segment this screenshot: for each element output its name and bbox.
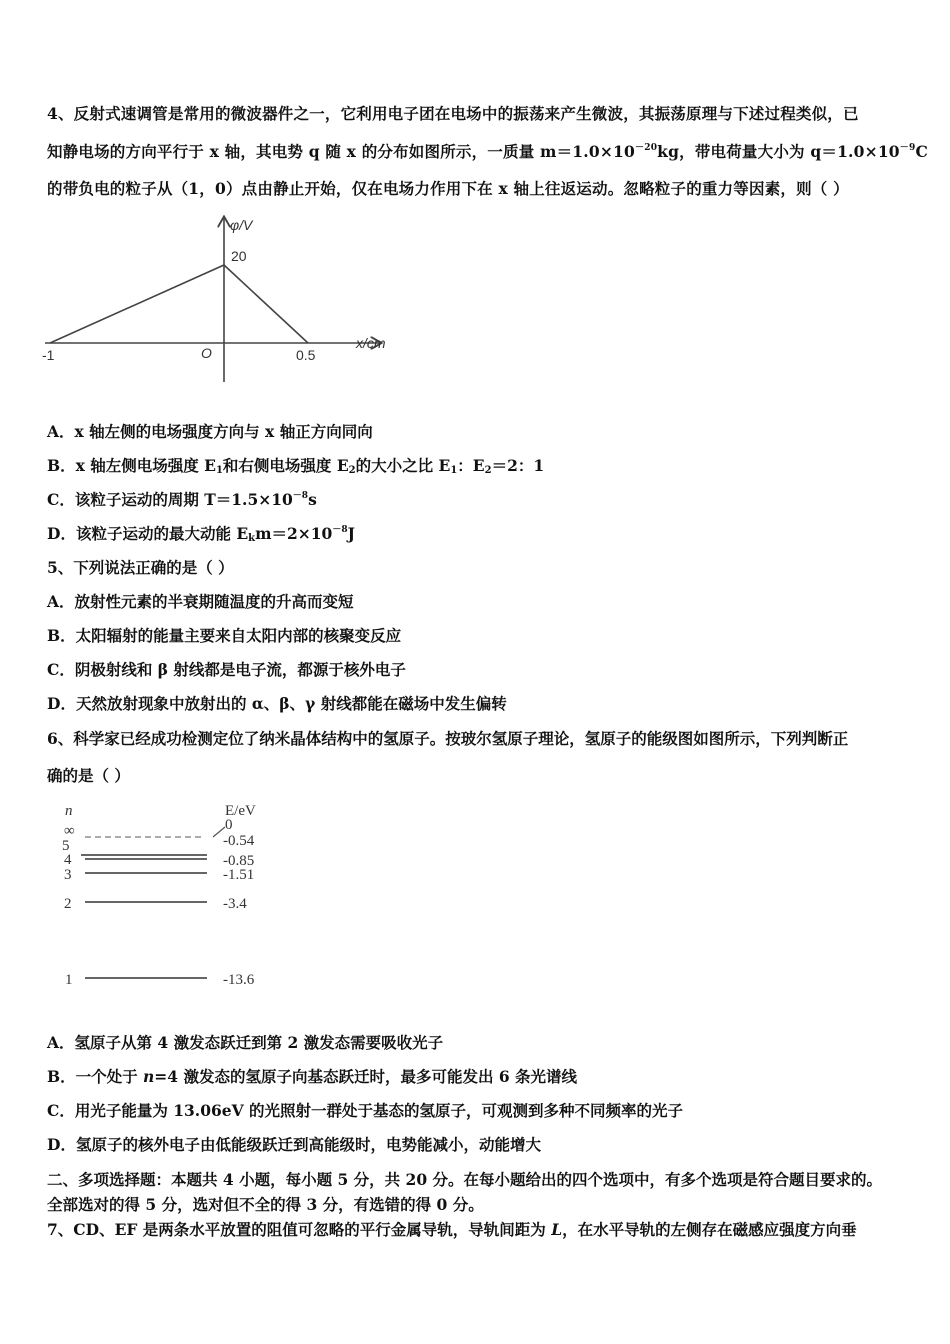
q6-option-d: D．氢原子的核外电子由低能级跃迁到高能级时，电势能减小，动能增大 [47, 1135, 541, 1154]
level-e-2: -3.4 [223, 896, 247, 912]
q4-option-a: A．x 轴左侧的电场强度方向与 x 轴正方向同向 [47, 422, 373, 441]
level-e-3: -1.51 [223, 867, 255, 883]
origin-label: O [201, 345, 212, 361]
q4-option-c: C．该粒子运动的周期 $T=1.5\times 10^{-8}s$ [47, 490, 317, 509]
n-axis-label: n [65, 803, 73, 819]
left-tick-label: -1 [42, 347, 55, 363]
level-n-1: 1 [65, 972, 73, 988]
q6-option-a: A．氢原子从第 4 激发态跃迁到第 2 激发态需要吸收光子 [47, 1033, 444, 1052]
level-n-inf: ∞ [64, 823, 75, 839]
level-n-2: 2 [64, 896, 72, 912]
section2-heading-line2: 全部选对的得 5 分，选对但不全的得 3 分，有选错的得 0 分。 [47, 1195, 484, 1214]
section2-heading-line1: 二、多项选择题：本题共 4 小题，每小题 5 分，共 20 分。在每小题给出的四个选项中，有多个选项是符合题目要求的。 [47, 1170, 883, 1189]
q5-option-a: A．放射性元素的半衰期随温度的升高而变短 [47, 592, 354, 611]
level-n-3: 3 [64, 867, 72, 883]
q4-option-b: B．x 轴左侧电场强度 $E_1$和右侧电场强度 $E_2$的大小之比 $E_1$：$E_2=2$：1 [47, 456, 545, 476]
q6-stem-line2: 确的是（ ） [47, 766, 130, 785]
x-axis-label: x/cm [356, 335, 386, 351]
q7-stem-line1: 7、CD、EF 是两条水平放置的阻值可忽略的平行金属导轨，导轨间距为 L，在水平导轨的左侧存在磁感应强度方向垂 [47, 1220, 857, 1239]
level-e-4: -0.85 [223, 853, 255, 869]
q4-stem-line3: 的带负电的粒子从（1，0）点由静止开始，仅在电场力作用下在 x 轴上往返运动。忽略粒子的重力等因素，则（ ） [47, 179, 849, 198]
level-n-5: 5 [62, 838, 70, 854]
energy-level-diagram [55, 795, 285, 995]
potential-curve [50, 265, 308, 343]
q5-option-b: B．太阳辐射的能量主要来自太阳内部的核聚变反应 [47, 626, 402, 645]
q4-option-d: D．该粒子运动的最大动能 $E_km=2\times 10^{-8}J$ [47, 524, 355, 544]
potential-graph [40, 210, 410, 390]
q5-option-c: C．阴极射线和 β 射线都是电子流，都源于核外电子 [47, 660, 406, 679]
peak-label: 20 [231, 248, 247, 264]
q5-stem: 5、下列说法正确的是（ ） [47, 558, 234, 577]
q6-option-c: C．用光子能量为 13.06eV 的光照射一群处于基态的氢原子，可观测到多种不同频率的光子 [47, 1101, 684, 1120]
level-e-1: -13.6 [223, 972, 255, 988]
y-axis-label: φ/V [230, 217, 253, 233]
q6-option-b: B．一个处于 n=4 激发态的氢原子向基态跃迁时，最多可能发出 6 条光谱线 [47, 1067, 578, 1086]
q6-stem-line1: 6、科学家已经成功检测定位了纳米晶体结构中的氢原子。按玻尔氢原子理论，氢原子的能级图如图所示，下列判断正 [47, 729, 849, 748]
e-axis-label: E/eV [225, 803, 256, 819]
q4-stem-line2: 知静电场的方向平行于 x 轴，其电势 q 随 x 的分布如图所示，一质量 $m=1.0\times 10^{-20}kg$，带电荷量大小为 $q=1.0\times 10^{-9}C$ [47, 142, 929, 161]
level-e-inf: 0 [225, 817, 233, 833]
level-e-5: -0.54 [223, 833, 255, 849]
level-n-4: 4 [64, 852, 72, 868]
q5-option-d: D．天然放射现象中放射出的 α、β、γ 射线都能在磁场中发生偏转 [47, 694, 507, 713]
q4-stem-line1: 4、反射式速调管是常用的微波器件之一，它利用电子团在电场中的振荡来产生微波，其振荡原理与下述过程类似，已 [47, 104, 859, 123]
right-tick-label: 0.5 [296, 347, 316, 363]
